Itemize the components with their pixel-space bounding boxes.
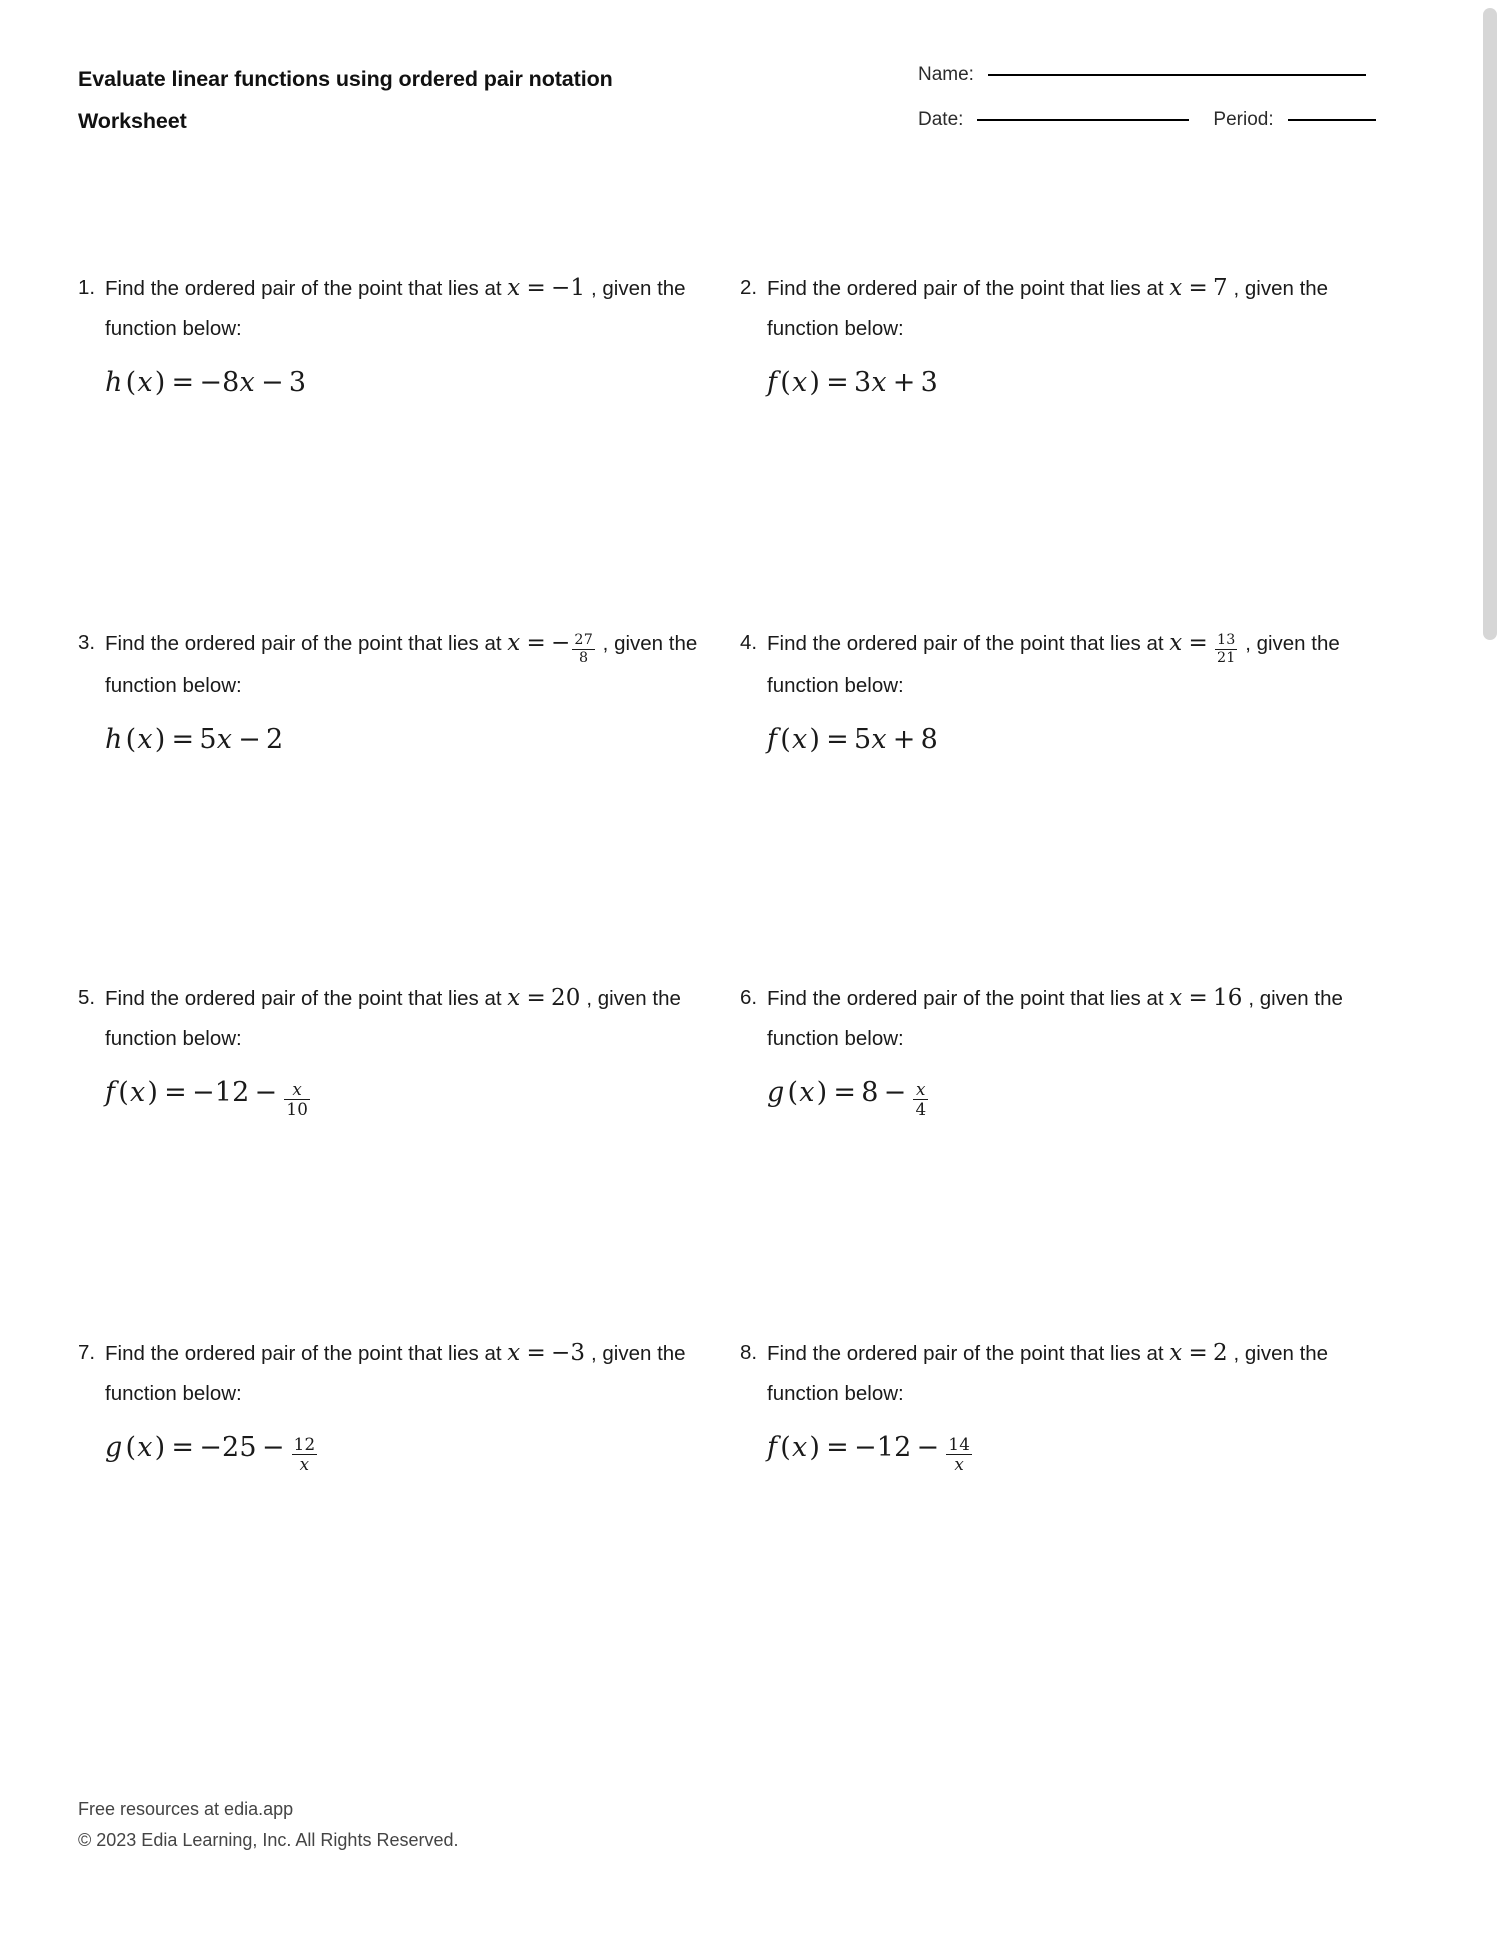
problem-prompt — [78, 1333, 700, 1414]
math-rparen: ) — [809, 1432, 821, 1463]
math-var-x: x — [137, 367, 153, 398]
fraction-denominator: 10 — [286, 1099, 309, 1120]
x-value-math — [1169, 277, 1233, 300]
math-number: 2 — [265, 723, 284, 755]
math-fn-f: f — [105, 1077, 116, 1108]
x-value-math — [507, 630, 602, 666]
problem-prompt — [740, 978, 1362, 1059]
math-rparen: ) — [809, 723, 821, 755]
math-equals: = — [1188, 630, 1208, 656]
math-equals: = — [526, 1340, 546, 1366]
problem-number: 5. — [78, 986, 96, 1009]
fraction-denominator: 4 — [915, 1099, 927, 1120]
problem-1 — [78, 268, 740, 623]
problem-text — [767, 978, 1362, 1059]
x-value-math — [507, 987, 586, 1010]
fraction-numerator: 27 — [574, 632, 593, 649]
period-label: Period: — [1213, 109, 1274, 130]
prompt-tail: , given the function below: — [105, 632, 698, 697]
math-number: 8 — [222, 367, 240, 398]
fraction-13-over-21 — [1215, 633, 1238, 665]
fraction-numerator: x — [913, 1081, 928, 1100]
x-value-math — [507, 1342, 591, 1365]
prompt-tail: , given the function below: — [105, 277, 686, 340]
fraction-12-over-x — [292, 1433, 318, 1475]
math-equals: = — [833, 1077, 857, 1108]
math-var-x: x — [791, 1432, 808, 1463]
prompt-lead: Find the ordered pair of the point that lies at — [767, 987, 1164, 1010]
problem-prompt — [78, 268, 700, 349]
prompt-lead: Find the ordered pair of the point that lies at — [105, 632, 502, 655]
math-fn-h: h — [105, 367, 123, 398]
math-rparen: ) — [147, 1077, 159, 1108]
math-fn-g: g — [105, 1432, 123, 1463]
math-var-x: x — [791, 723, 808, 755]
problem-prompt — [740, 1333, 1362, 1414]
problem-text — [767, 623, 1362, 706]
math-number: 7 — [1212, 275, 1228, 301]
vertical-scrollbar-thumb[interactable] — [1483, 8, 1497, 640]
math-minus: − — [261, 1432, 285, 1463]
math-plus: + — [892, 367, 916, 398]
fraction-denominator: x — [299, 1454, 310, 1475]
math-minus: − — [916, 1432, 940, 1463]
name-fill-in-line[interactable] — [988, 74, 1366, 76]
problem-row — [78, 268, 1402, 623]
problem-text — [767, 268, 1362, 349]
math-var-x: x — [239, 367, 255, 398]
math-equals: = — [171, 1432, 195, 1463]
problem-prompt — [78, 978, 700, 1059]
math-fn-f: f — [767, 367, 778, 398]
math-var-x: x — [871, 367, 887, 398]
student-info-block — [918, 64, 1478, 154]
fraction-14-over-x — [946, 1433, 972, 1475]
math-fn-h: h — [105, 723, 123, 755]
problem-3 — [78, 623, 740, 978]
math-number: 5 — [853, 723, 872, 755]
math-minus: − — [550, 630, 571, 656]
problem-text — [105, 1333, 700, 1414]
problem-number: 1. — [78, 276, 96, 299]
math-equals: = — [1188, 275, 1208, 301]
math-rparen: ) — [154, 1432, 166, 1463]
math-number: 3 — [570, 1340, 586, 1366]
math-equals: = — [826, 1432, 849, 1463]
math-var-x: x — [1169, 1340, 1183, 1366]
problem-number: 3. — [78, 631, 96, 654]
prompt-tail: , given the function below: — [767, 277, 1329, 340]
math-number: 16 — [1212, 985, 1243, 1011]
math-equals: = — [1188, 1340, 1208, 1366]
function-expression — [767, 1069, 1362, 1121]
fraction-denominator: 8 — [579, 649, 589, 666]
problem-grid — [78, 268, 1402, 1688]
footer-copyright-line: © 2023 Edia Learning, Inc. All Rights Reserved. — [78, 1830, 459, 1850]
problem-number: 2. — [740, 276, 758, 299]
math-var-x: x — [137, 1432, 153, 1463]
math-minus: − — [254, 1077, 278, 1108]
math-number: 20 — [550, 985, 581, 1011]
math-lparen: ( — [780, 1432, 791, 1463]
math-rparen: ) — [809, 367, 821, 398]
math-rparen: ) — [154, 367, 166, 398]
function-expression — [767, 359, 1362, 411]
prompt-tail: , given the function below: — [105, 987, 681, 1050]
math-number: 1 — [570, 275, 586, 301]
prompt-lead: Find the ordered pair of the point that lies at — [105, 1342, 502, 1365]
problem-text — [767, 1333, 1362, 1414]
math-number: 8 — [861, 1077, 879, 1108]
fraction-denominator: x — [954, 1454, 965, 1475]
math-var-x: x — [507, 985, 521, 1011]
date-period-row — [918, 109, 1478, 154]
math-fn-f: f — [767, 723, 778, 755]
math-lparen: ( — [780, 723, 791, 755]
math-var-x: x — [799, 1077, 815, 1108]
math-lparen: ( — [125, 723, 137, 755]
fraction-x-over-10 — [284, 1078, 310, 1120]
fraction-27-over-8 — [572, 633, 595, 665]
fraction-x-over-4 — [913, 1078, 928, 1120]
problem-number: 8. — [740, 1341, 758, 1364]
math-equals: = — [526, 985, 546, 1011]
prompt-lead: Find the ordered pair of the point that lies at — [767, 277, 1164, 300]
math-var-x: x — [507, 630, 521, 656]
function-expression — [767, 1424, 1362, 1476]
math-fn-g: g — [767, 1077, 785, 1108]
math-number: 12 — [214, 1077, 250, 1108]
math-number: 3 — [853, 367, 872, 398]
math-minus: − — [238, 723, 261, 755]
math-lparen: ( — [118, 1077, 129, 1108]
problem-prompt — [78, 623, 700, 706]
math-minus: − — [853, 1432, 877, 1463]
math-minus: − — [199, 367, 223, 398]
math-var-x: x — [507, 1340, 521, 1366]
problem-number: 4. — [740, 631, 758, 654]
math-number: 3 — [288, 367, 307, 398]
math-var-x: x — [507, 275, 521, 301]
fraction-numerator: 12 — [293, 1433, 316, 1454]
fraction-numerator: 13 — [1216, 632, 1236, 649]
problem-text — [105, 268, 700, 349]
math-equals: = — [526, 275, 546, 301]
math-number: 2 — [1212, 1340, 1228, 1366]
math-equals: = — [171, 723, 195, 755]
math-equals: = — [826, 723, 849, 755]
x-value-math — [1169, 987, 1248, 1010]
math-minus: − — [883, 1077, 907, 1108]
math-var-x: x — [1169, 275, 1183, 301]
math-var-x: x — [1169, 985, 1183, 1011]
math-equals: = — [1188, 985, 1208, 1011]
problem-row — [78, 623, 1402, 978]
prompt-lead: Find the ordered pair of the point that lies at — [105, 987, 502, 1010]
date-label: Date: — [918, 109, 964, 130]
math-number: 25 — [222, 1432, 257, 1463]
x-value-math — [507, 277, 591, 300]
math-var-x: x — [1169, 630, 1183, 656]
name-row — [918, 64, 1478, 109]
prompt-lead: Find the ordered pair of the point that lies at — [767, 632, 1164, 655]
prompt-tail: , given the function below: — [767, 1342, 1329, 1405]
math-lparen: ( — [787, 1077, 799, 1108]
math-rparen: ) — [154, 723, 166, 755]
problem-number: 7. — [78, 1341, 96, 1364]
period-fill-in-line[interactable] — [1288, 119, 1376, 121]
math-minus: − — [550, 275, 571, 301]
problem-5 — [78, 978, 740, 1333]
problem-text — [105, 978, 700, 1059]
math-number: 8 — [920, 723, 938, 755]
math-minus: − — [199, 1432, 223, 1463]
math-var-x: x — [216, 723, 233, 755]
vertical-scrollbar-track[interactable] — [1483, 0, 1500, 1944]
problem-4 — [740, 623, 1402, 978]
worksheet-footer — [78, 1794, 458, 1856]
prompt-tail: , given the function below: — [767, 987, 1343, 1050]
math-equals: = — [171, 367, 195, 398]
footer-resources-line: Free resources at edia.app — [78, 1799, 294, 1819]
math-equals: = — [526, 630, 546, 656]
problem-row — [78, 978, 1402, 1333]
function-expression — [105, 1069, 700, 1121]
math-lparen: ( — [125, 367, 137, 398]
fraction-numerator: x — [284, 1081, 310, 1100]
problem-prompt — [740, 623, 1362, 706]
problem-row — [78, 1333, 1402, 1688]
math-minus: − — [550, 1340, 571, 1366]
worksheet-title-line-1: Evaluate linear functions using ordered pair notation — [78, 67, 613, 91]
function-expression — [105, 359, 700, 411]
math-var-x: x — [871, 723, 887, 755]
worksheet-header — [78, 0, 1402, 133]
prompt-lead: Find the ordered pair of the point that lies at — [767, 1342, 1164, 1365]
x-value-math — [1169, 630, 1245, 666]
prompt-lead: Find the ordered pair of the point that lies at — [105, 277, 502, 300]
math-equals: = — [164, 1077, 187, 1108]
prompt-tail: , given the function below: — [105, 1342, 686, 1405]
math-var-x: x — [129, 1077, 146, 1108]
fraction-numerator: 14 — [948, 1433, 971, 1454]
x-value-math — [1169, 1342, 1233, 1365]
math-number: 12 — [876, 1432, 912, 1463]
title-block — [78, 58, 758, 142]
math-equals: = — [826, 367, 849, 398]
math-minus: − — [260, 367, 284, 398]
prompt-tail: , given the function below: — [767, 632, 1340, 697]
math-lparen: ( — [780, 367, 791, 398]
math-lparen: ( — [125, 1432, 137, 1463]
math-rparen: ) — [816, 1077, 828, 1108]
math-var-x: x — [791, 367, 808, 398]
problem-6 — [740, 978, 1402, 1333]
problem-number: 6. — [740, 986, 758, 1009]
function-expression — [105, 1424, 700, 1476]
math-var-x: x — [137, 723, 153, 755]
problem-prompt — [740, 268, 1362, 349]
problem-2 — [740, 268, 1402, 623]
math-fn-f: f — [767, 1432, 778, 1463]
name-label: Name: — [918, 64, 974, 85]
date-fill-in-line[interactable] — [977, 119, 1189, 121]
worksheet-title-line-2: Worksheet — [78, 109, 187, 133]
math-minus: − — [191, 1077, 215, 1108]
problem-8 — [740, 1333, 1402, 1688]
fraction-denominator: 21 — [1216, 649, 1236, 666]
problem-text — [105, 623, 700, 706]
math-number: 3 — [920, 367, 938, 398]
function-expression — [105, 716, 700, 768]
problem-7 — [78, 1333, 740, 1688]
math-plus: + — [892, 723, 916, 755]
math-number: 5 — [199, 723, 217, 755]
function-expression — [767, 716, 1362, 768]
